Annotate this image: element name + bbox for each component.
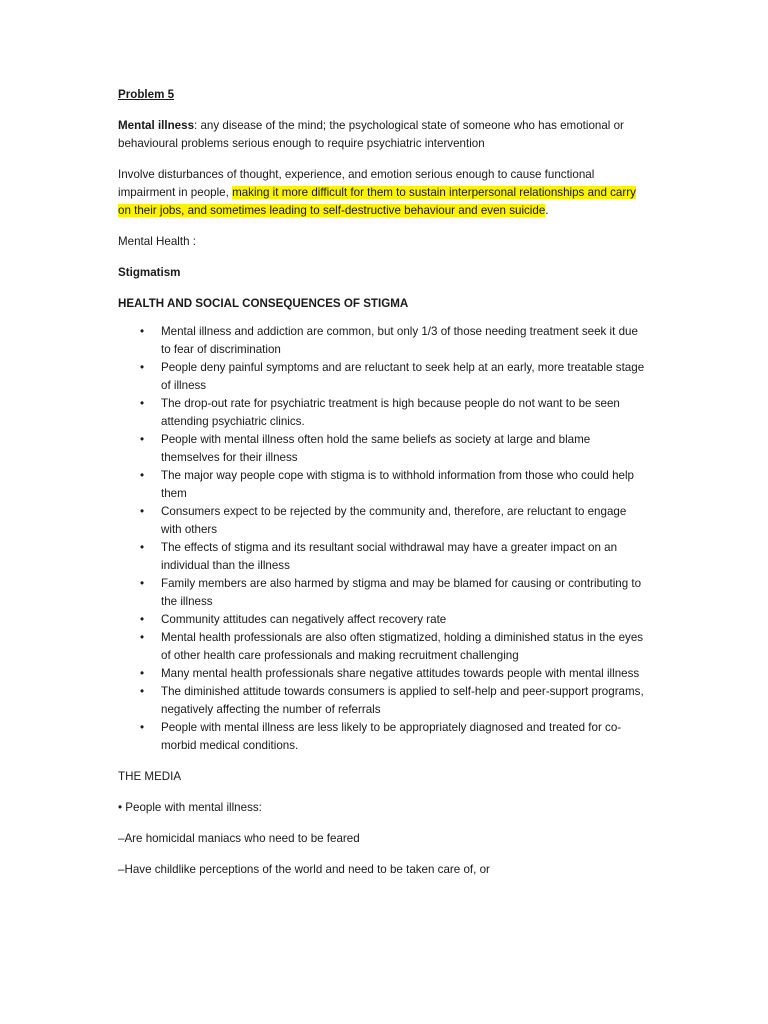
- list-item: [118, 719, 648, 755]
- list-item-text: The effects of stigma and its resultant social withdrawal may have a greater impact on an individual than the illness: [161, 541, 618, 572]
- media-heading: THE MEDIA: [118, 770, 182, 783]
- list-item-text: People with mental illness often hold the same beliefs as society at large and blame themselves for their illness: [161, 433, 591, 464]
- stigmatism-heading: Stigmatism: [118, 266, 181, 279]
- involve-text-end: .: [545, 204, 549, 217]
- media-line: –Are homicidal maniacs who need to be feared: [118, 832, 360, 845]
- bullet-icon: •: [140, 667, 145, 680]
- list-item: [118, 467, 648, 503]
- list-item: [118, 503, 648, 539]
- consequences-heading: HEALTH AND SOCIAL CONSEQUENCES OF STIGMA: [118, 297, 409, 310]
- bullet-icon: •: [140, 361, 145, 374]
- media-line: –Have childlike perceptions of the world and need to be taken care of, or: [118, 863, 490, 876]
- list-item: [118, 323, 648, 359]
- media-line: • People with mental illness:: [118, 801, 262, 814]
- mental-health-label: Mental Health :: [118, 235, 196, 248]
- involve-text: Involve disturbances of thought, experience, and emotion serious enough to cause functional impairment in people,: [118, 168, 595, 199]
- bullet-icon: •: [140, 397, 145, 410]
- involve-paragraph: [118, 166, 648, 220]
- list-item-text: The major way people cope with stigma is to withhold information from those who could help them: [161, 469, 635, 500]
- definition-paragraph: [118, 117, 648, 153]
- bullet-icon: •: [140, 541, 145, 554]
- list-item: [118, 575, 648, 611]
- list-item-text: The diminished attitude towards consumers is applied to self-help and peer-support programs, negatively affecting the number of referrals: [161, 685, 644, 716]
- bullet-icon: •: [140, 469, 145, 482]
- list-item: [118, 395, 648, 431]
- bullet-icon: •: [140, 631, 145, 644]
- list-item-text: The drop-out rate for psychiatric treatment is high because people do not want to be seen attending psychiatric clinics.: [161, 397, 620, 428]
- list-item: [118, 629, 648, 665]
- bullet-icon: •: [140, 577, 145, 590]
- list-item-text: Many mental health professionals share negative attitudes towards people with mental illness: [161, 667, 640, 680]
- definition-term: Mental illness: [118, 119, 195, 132]
- bullet-icon: •: [140, 685, 145, 698]
- definition-text: : any disease of the mind; the psychological state of someone who has emotional or behavioural problems serious enough to require psychiatric intervention: [118, 119, 624, 150]
- bullet-icon: •: [140, 325, 145, 338]
- list-item-text: Community attitudes can negatively affect recovery rate: [161, 613, 447, 626]
- list-item: [118, 359, 648, 395]
- consequences-list: [118, 323, 648, 755]
- bullet-icon: •: [140, 721, 145, 734]
- list-item: [118, 539, 648, 575]
- list-item-text: Mental illness and addiction are common, but only 1/3 of those needing treatment seek it due to fear of discrimination: [161, 325, 638, 356]
- list-item-text: Family members are also harmed by stigma and may be blamed for causing or contributing to the illness: [161, 577, 642, 608]
- page-title: Problem 5: [118, 88, 175, 101]
- bullet-icon: •: [140, 505, 145, 518]
- list-item: [118, 431, 648, 467]
- list-item-text: Mental health professionals are also often stigmatized, holding a diminished status in the eyes of other health care professionals and making recruitment challenging: [161, 631, 644, 662]
- list-item: [118, 683, 648, 719]
- list-item: [118, 665, 648, 683]
- list-item: [118, 611, 648, 629]
- bullet-icon: •: [140, 613, 145, 626]
- list-item-text: People with mental illness are less likely to be appropriately diagnosed and treated for co-morbid medical conditions.: [161, 721, 622, 752]
- list-item-text: Consumers expect to be rejected by the community and, therefore, are reluctant to engage with others: [161, 505, 627, 536]
- list-item-text: People deny painful symptoms and are reluctant to seek help at an early, more treatable stage of illness: [161, 361, 645, 392]
- highlighted-text: making it more difficult for them to sustain interpersonal relationships and carry on their jobs, and sometimes leading to self-destructive behaviour and even suicide: [118, 186, 636, 217]
- bullet-icon: •: [140, 433, 145, 446]
